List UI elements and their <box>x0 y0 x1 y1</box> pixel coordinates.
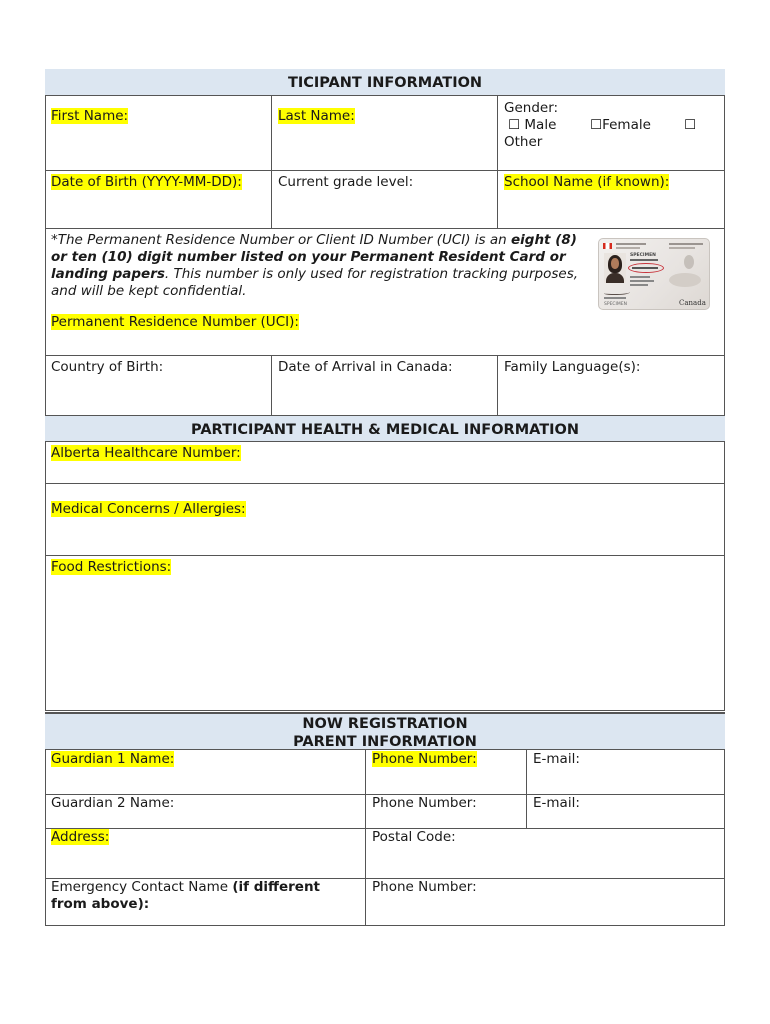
signature-icon <box>604 289 630 295</box>
guardian2-email-label: E-mail: <box>533 795 580 811</box>
medical-field[interactable] <box>45 483 725 555</box>
ghost-photo-icon <box>684 255 694 269</box>
language-label: Family Language(s): <box>504 359 641 375</box>
guardian1-name-label: Guardian 1 Name: <box>51 751 175 767</box>
postal-code-label: Postal Code: <box>372 829 456 845</box>
participant-header <box>45 69 725 96</box>
grade-label: Current grade level: <box>278 174 414 190</box>
food-field[interactable] <box>45 555 725 711</box>
country-label: Country of Birth: <box>51 359 164 375</box>
card-specimen-footer: SPECIMEN <box>604 302 627 307</box>
guardian1-email-label: E-mail: <box>533 751 580 767</box>
uci-note <box>45 228 590 304</box>
emergency-phone-field[interactable] <box>366 878 725 926</box>
gender-other-checkbox[interactable]: ☐ <box>684 117 697 133</box>
dob-label: Date of Birth (YYYY-MM-DD): <box>51 174 242 190</box>
pr-card-image <box>598 238 710 310</box>
arrival-label: Date of Arrival in Canada: <box>278 359 453 375</box>
postal-code-field[interactable] <box>366 828 725 878</box>
guardian2-phone-field[interactable] <box>366 794 527 828</box>
uci-field[interactable] <box>45 310 445 335</box>
first-name-field[interactable] <box>45 96 272 170</box>
guardian1-phone-field[interactable] <box>366 749 527 794</box>
guardian2-email-field[interactable] <box>527 794 725 828</box>
healthcare-label: Alberta Healthcare Number: <box>51 445 241 461</box>
arrival-field[interactable] <box>272 355 498 415</box>
card-country-label: Canada <box>679 299 706 307</box>
guardian2-name-field[interactable] <box>45 794 366 828</box>
emergency-name-label: Emergency Contact Name <box>51 879 233 895</box>
medical-label: Medical Concerns / Allergies: <box>51 501 246 517</box>
parent-header-line-1: NOW REGISTRATION <box>302 716 468 732</box>
gender-male-checkbox[interactable]: ☐ Male <box>508 117 557 133</box>
guardian1-email-field[interactable] <box>527 749 725 794</box>
food-label: Food Restrictions: <box>51 559 172 575</box>
emergency-name-note: (if different from above): <box>51 879 321 912</box>
parent-header <box>45 712 725 749</box>
last-name-label: Last Name: <box>278 108 355 124</box>
gender-other-label: Other <box>504 134 543 150</box>
address-label: Address: <box>51 829 110 845</box>
guardian1-phone-label: Phone Number: <box>372 751 477 767</box>
healthcare-field[interactable] <box>45 442 725 483</box>
guardian1-name-field[interactable] <box>45 749 366 794</box>
country-field[interactable] <box>45 355 272 415</box>
uci-label: Permanent Residence Number (UCI): <box>51 314 299 330</box>
gender-female-checkbox[interactable]: ☐Female <box>590 117 651 133</box>
uci-note-bold: eight (8) or ten (10) digit number listed on your Permanent Resident Card or landing papers <box>51 232 577 282</box>
canada-flag-icon <box>603 243 612 249</box>
guardian2-name-label: Guardian 2 Name: <box>51 795 175 811</box>
address-field[interactable] <box>45 828 366 878</box>
uci-note-text: *The Permanent Residence Number or Client ID Number (UCI) is an <box>51 232 511 248</box>
participant-header-text: TICIPANT INFORMATION <box>287 75 483 91</box>
school-field[interactable] <box>498 170 725 228</box>
health-header-text: PARTICIPANT HEALTH & MEDICAL INFORMATION <box>191 422 579 438</box>
photo-icon <box>604 253 626 283</box>
gender-label: Gender: <box>504 100 559 116</box>
guardian2-phone-label: Phone Number: <box>372 795 477 811</box>
language-field[interactable] <box>498 355 725 415</box>
first-name-label: First Name: <box>51 108 129 124</box>
dob-field[interactable] <box>45 170 272 228</box>
emergency-name-field[interactable] <box>45 878 366 926</box>
health-header <box>45 415 725 442</box>
emergency-phone-label: Phone Number: <box>372 879 477 895</box>
parent-header-line-2: PARENT INFORMATION <box>293 734 477 750</box>
card-specimen-label: SPECIMEN <box>630 253 656 258</box>
grade-field[interactable] <box>272 170 498 228</box>
gender-field <box>498 96 725 170</box>
last-name-field[interactable] <box>272 96 498 170</box>
school-label: School Name (if known): <box>504 174 670 190</box>
uci-note-text-2: . This number is only used for registration tracking purposes, and will be kept confidential. <box>51 266 579 299</box>
